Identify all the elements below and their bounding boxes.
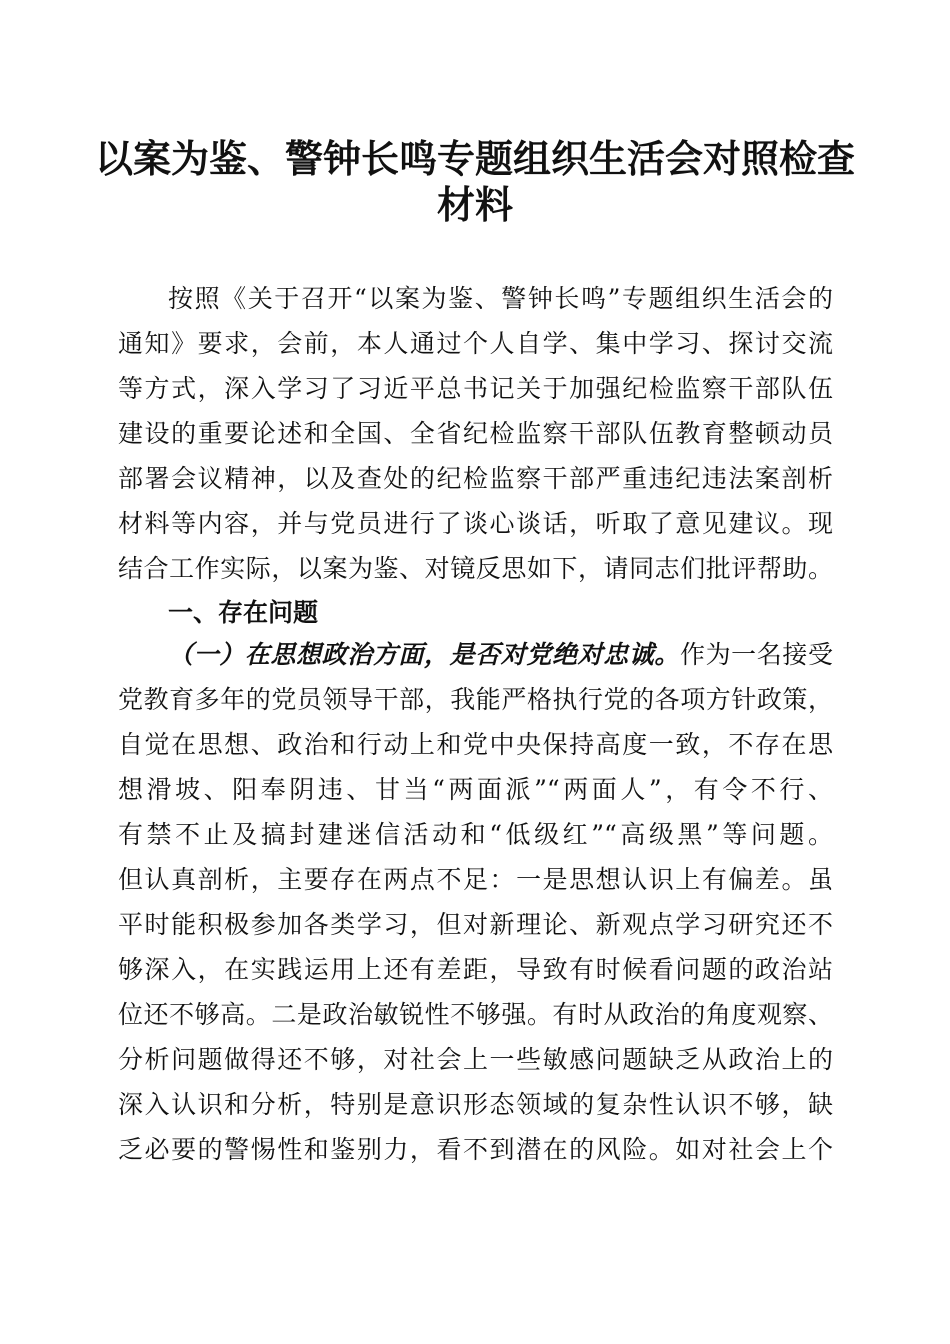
paragraph-line: 够深入，在实践运用上还有差距，导致有时候看问题的政治站 [118,955,833,984]
paragraph-line: 通知》要求，会前，本人通过个人自学、集中学习、探讨交流 [118,329,833,358]
paragraph-line: 平时能积极参加各类学习，但对新理论、新观点学习研究还不 [118,910,833,939]
document-title-line-1: 以案为鉴、警钟长鸣专题组织生活会对照检查 [94,136,855,181]
intro-paragraph [118,276,833,591]
document-title-line-2: 材料 [436,182,513,227]
paragraph-line: 等方式，深入学习了习近平总书记关于加强纪检监察干部队伍 [118,374,833,403]
paragraph-line: 但认真剖析，主要存在两点不足：一是思想认识上有偏差。虽 [118,865,833,894]
paragraph-line: 结合工作实际，以案为鉴、对镜反思如下，请同志们批评帮助。 [118,554,833,583]
paragraph-line: 位还不够高。二是政治敏锐性不够强。有时从政治的角度观察、 [118,1000,833,1029]
paragraph-line: 部署会议精神，以及查处的纪检监察干部严重违纪违法案剖析 [118,464,833,493]
paragraph-line: 深入认识和分析，特别是意识形态领域的复杂性认识不够，缺 [118,1090,833,1119]
paragraph-line: 分析问题做得还不够，对社会上一些敏感问题缺乏从政治上的 [118,1045,833,1074]
paragraph-line: 党教育多年的党员领导干部，我能严格执行党的各项方针政策， [118,685,833,714]
paragraph-line: 建设的重要论述和全国、全省纪检监察干部队伍教育整顿动员 [118,419,833,448]
subsection-paragraph [118,632,833,1172]
subsection-lead-rest: 作为一名接受 [679,640,833,669]
paragraph-line [118,632,833,677]
paragraph-line: 想滑坡、阳奉阴违、甘当“两面派”“两面人”，有令不行、 [118,775,833,804]
paragraph-line: 按照《关于召开“以案为鉴、警钟长鸣”专题组织生活会的 [168,284,833,313]
paragraph-line: 材料等内容，并与党员进行了谈心谈话，听取了意见建议。现 [118,509,833,538]
section-heading: 一、存在问题 [168,598,319,627]
subsection-lead: （一）在思想政治方面，是否对党绝对忠诚。 [168,640,680,669]
paragraph-line: 有禁不止及搞封建迷信活动和“低级红”“高级黑”等问题。 [118,820,833,849]
paragraph-line: 自觉在思想、政治和行动上和党中央保持高度一致，不存在思 [118,730,833,759]
paragraph-line: 乏必要的警惕性和鉴别力，看不到潜在的风险。如对社会上个 [118,1135,833,1164]
